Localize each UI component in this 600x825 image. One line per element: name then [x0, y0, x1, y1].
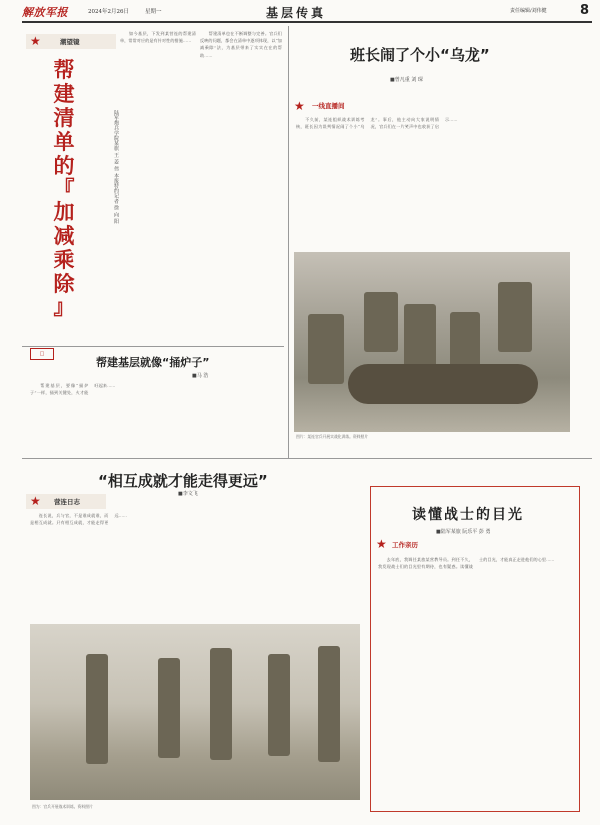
training-photo [30, 624, 360, 800]
star-icon: ★ [376, 537, 387, 551]
title-char: 加 [53, 200, 75, 224]
article-body: 不久前，某连组织战术训练考核，班长因为误判情况闹了个小“乌龙”。事后，他主动向大家说明情况，官兵们在一片笑声中也收获了启示…… [296, 117, 458, 130]
divider [22, 458, 592, 459]
soldier-figure [210, 648, 232, 760]
article-title: “相互成就才能走得更远” [98, 472, 268, 490]
soldier-figure [268, 654, 290, 756]
soldier-figure [158, 658, 180, 758]
divider [22, 346, 284, 347]
column-label: 营连日志 [54, 498, 80, 506]
short-comment-tag: □ [30, 348, 54, 360]
soldier-figure [318, 646, 340, 762]
title-char: 『 [53, 177, 75, 201]
editor-credit: 责任编辑/刘伟健 [510, 8, 547, 14]
article-body: 去年底，我调任某旅某营教导员。到任不久，我发现战士们的目光里有期待，也有疑惑。读懂战士的目光，才能真正走进他们的心里…… [378, 557, 555, 570]
page-number: 8 [580, 3, 590, 18]
soldier-figure [364, 292, 398, 352]
column-byline: 陆军炮兵学院某旅 王 姜 伟 本报特约记者 徐 向 阳 [113, 110, 119, 224]
title-char: 除 [53, 272, 75, 296]
title-char: 帮 [53, 58, 75, 82]
issue-weekday: 星期一 [145, 9, 162, 15]
title-char: 单 [53, 130, 75, 154]
masthead [0, 0, 600, 22]
header-rule [22, 21, 592, 23]
article-title: 帮建基层就像“捅炉子” [96, 356, 210, 369]
soldier-figure [348, 364, 538, 404]
soldier-figure [498, 282, 532, 352]
title-char: 减 [53, 224, 75, 248]
section-title: 基层传真 [266, 6, 327, 20]
soldier-figure [86, 654, 108, 764]
photo-caption: 图片：某连官兵开展实战化训练。资料照片 [296, 434, 369, 439]
star-icon: ★ [30, 34, 41, 48]
column-label: 一线直播间 [312, 102, 345, 110]
star-icon: ★ [30, 494, 41, 508]
newspaper-logo: 解放军报 [22, 6, 68, 19]
column-title [52, 58, 76, 338]
column-label: 潮望镜 [60, 38, 80, 46]
title-char: 建 [53, 82, 75, 106]
article-byline: ■李文飞 [178, 491, 198, 497]
photo-caption: 图为：官兵开展战术训练。资料照片 [32, 804, 93, 809]
article-byline: ■曾凡重 刘 琛 [390, 77, 423, 83]
issue-date: 2024年2月26日 [88, 9, 129, 15]
column-body-b: 帮建清单也在不断调整与完善。官兵们反映的问题，都会在清单中逐项体现，以“加减乘除”法，为基层带来了实实在在的帮助…… [200, 31, 282, 58]
title-char: 』 [53, 295, 75, 319]
article-byline: ■马 浩 [192, 373, 209, 379]
column-body-a: 如今基层，下发到某营连的帮建清单，常常对应的是有针对性的措施…… [120, 31, 196, 44]
title-char: 乘 [53, 248, 75, 272]
article-byline: ■陆军某旅 阮乐平 彭 勇 [436, 529, 491, 535]
training-photo [294, 252, 570, 432]
soldier-figure [308, 314, 344, 384]
article-title: 读懂战士的目光 [412, 507, 524, 523]
title-char: 清 [53, 106, 75, 130]
article-body: 帮建基层，要像“捅炉子”一样，捅到关键处，火才能旺起来…… [30, 383, 116, 396]
divider [288, 26, 289, 458]
article-body: 连长说，兵与官，不是谁成就谁，而是相互成就。只有相互成就，才能走得更远…… [30, 513, 128, 526]
column-label: 工作亲历 [392, 541, 418, 549]
star-icon: ★ [294, 99, 305, 113]
article-title: 班长闹了个小“乌龙” [350, 46, 490, 64]
title-char: 的 [53, 154, 75, 178]
